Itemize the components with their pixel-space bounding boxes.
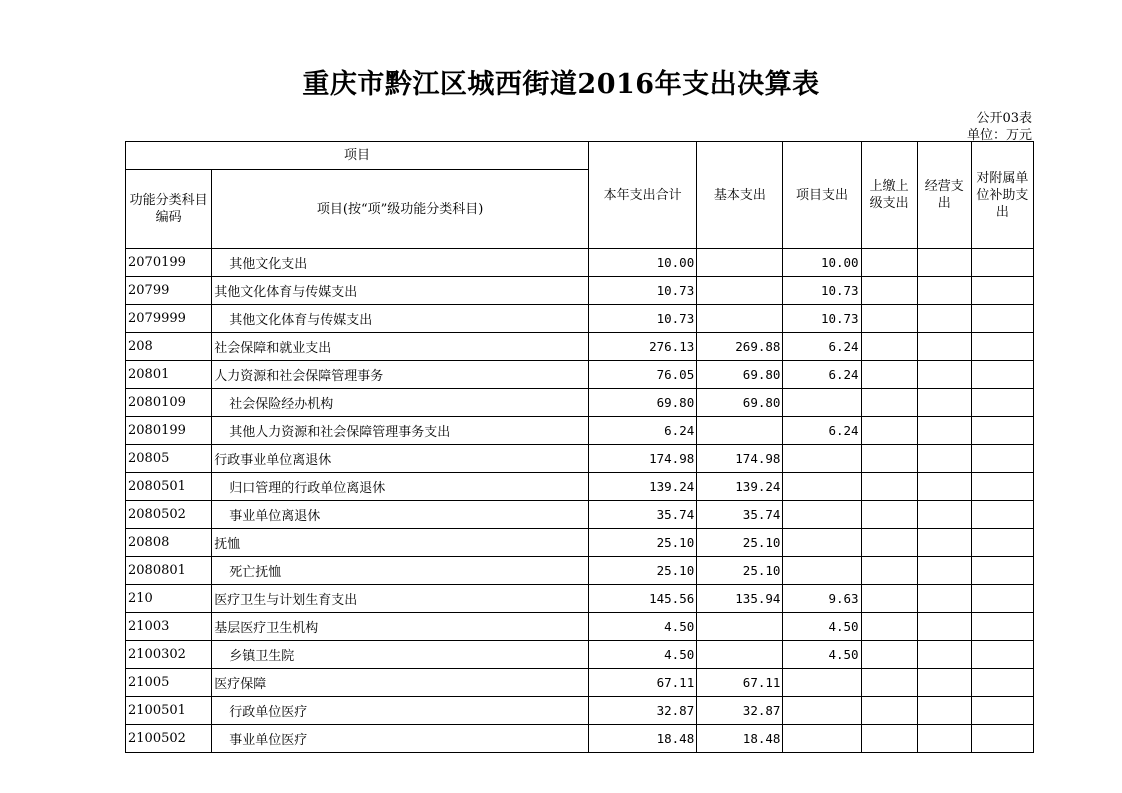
row-project: 10.00 <box>783 249 861 277</box>
row-project: 10.73 <box>783 277 861 305</box>
row-basic: 269.88 <box>697 333 783 361</box>
row-business <box>917 501 971 529</box>
row-subsidy <box>971 333 1033 361</box>
header-total: 本年支出合计 <box>589 142 697 249</box>
row-total: 35.74 <box>589 501 697 529</box>
row-business <box>917 445 971 473</box>
row-total: 6.24 <box>589 417 697 445</box>
row-subsidy <box>971 697 1033 725</box>
row-project <box>783 669 861 697</box>
row-superior <box>861 725 917 753</box>
row-code: 2080501 <box>126 473 212 501</box>
row-business <box>917 725 971 753</box>
row-superior <box>861 361 917 389</box>
row-subsidy <box>971 277 1033 305</box>
row-project <box>783 445 861 473</box>
row-total: 25.10 <box>589 557 697 585</box>
row-basic <box>697 305 783 333</box>
row-basic: 69.80 <box>697 361 783 389</box>
row-business <box>917 417 971 445</box>
row-project: 4.50 <box>783 613 861 641</box>
row-subsidy <box>971 445 1033 473</box>
row-code: 2100502 <box>126 725 212 753</box>
row-basic: 174.98 <box>697 445 783 473</box>
row-superior <box>861 641 917 669</box>
row-code: 2080801 <box>126 557 212 585</box>
header-project-expenditure: 项目支出 <box>783 142 861 249</box>
row-subsidy <box>971 585 1033 613</box>
row-business <box>917 333 971 361</box>
row-project <box>783 529 861 557</box>
row-business <box>917 557 971 585</box>
row-name: 人力资源和社会保障管理事务 <box>212 361 589 389</box>
table-row <box>126 697 1034 725</box>
row-code: 2070199 <box>126 249 212 277</box>
row-superior <box>861 697 917 725</box>
row-total: 32.87 <box>589 697 697 725</box>
table-row <box>126 417 1034 445</box>
row-total: 4.50 <box>589 613 697 641</box>
row-total: 139.24 <box>589 473 697 501</box>
row-name: 医疗卫生与计划生育支出 <box>212 585 589 613</box>
row-basic: 135.94 <box>697 585 783 613</box>
row-project <box>783 697 861 725</box>
row-name: 医疗保障 <box>212 669 589 697</box>
row-total: 174.98 <box>589 445 697 473</box>
table-row <box>126 725 1034 753</box>
row-subsidy <box>971 669 1033 697</box>
row-superior <box>861 473 917 501</box>
row-business <box>917 305 971 333</box>
row-total: 67.11 <box>589 669 697 697</box>
form-number: 公开03表 <box>976 111 1032 126</box>
table-row <box>126 641 1034 669</box>
row-name: 事业单位离退休 <box>212 501 589 529</box>
row-business <box>917 361 971 389</box>
row-subsidy <box>971 417 1033 445</box>
row-code: 20808 <box>126 529 212 557</box>
row-name: 抚恤 <box>212 529 589 557</box>
table-row <box>126 585 1034 613</box>
row-basic: 67.11 <box>697 669 783 697</box>
table-row <box>126 501 1034 529</box>
row-subsidy <box>971 725 1033 753</box>
row-project <box>783 389 861 417</box>
row-superior <box>861 585 917 613</box>
row-project <box>783 557 861 585</box>
row-subsidy <box>971 501 1033 529</box>
table-row <box>126 445 1034 473</box>
row-business <box>917 697 971 725</box>
table-row <box>126 473 1034 501</box>
row-project <box>783 501 861 529</box>
row-business <box>917 389 971 417</box>
row-code: 2100302 <box>126 641 212 669</box>
row-total: 276.13 <box>589 333 697 361</box>
row-total: 18.48 <box>589 725 697 753</box>
row-name: 其他文化支出 <box>212 249 589 277</box>
row-name: 行政事业单位离退休 <box>212 445 589 473</box>
row-project: 10.73 <box>783 305 861 333</box>
row-subsidy <box>971 641 1033 669</box>
row-basic: 25.10 <box>697 529 783 557</box>
row-superior <box>861 249 917 277</box>
row-project: 6.24 <box>783 333 861 361</box>
row-subsidy <box>971 249 1033 277</box>
row-project <box>783 473 861 501</box>
table-row <box>126 613 1034 641</box>
row-business <box>917 613 971 641</box>
row-name: 基层医疗卫生机构 <box>212 613 589 641</box>
row-name: 死亡抚恤 <box>212 557 589 585</box>
row-project: 9.63 <box>783 585 861 613</box>
unit-label: 单位：万元 <box>966 128 1032 143</box>
row-business <box>917 641 971 669</box>
table-row <box>126 249 1034 277</box>
row-name: 其他文化体育与传媒支出 <box>212 277 589 305</box>
row-code: 20799 <box>126 277 212 305</box>
table-row <box>126 305 1034 333</box>
row-basic <box>697 641 783 669</box>
row-subsidy <box>971 613 1033 641</box>
row-total: 10.73 <box>589 277 697 305</box>
row-name: 社会保险经办机构 <box>212 389 589 417</box>
row-basic <box>697 613 783 641</box>
page-title: 重庆市黔江区城西街道2016年支出决算表 <box>302 69 820 100</box>
row-project: 6.24 <box>783 417 861 445</box>
table-row <box>126 333 1034 361</box>
row-superior <box>861 501 917 529</box>
header-name: 项目(按“项”级功能分类科目) <box>212 170 589 249</box>
table-row <box>126 361 1034 389</box>
header-business: 经营支出 <box>917 142 971 249</box>
row-project <box>783 725 861 753</box>
row-subsidy <box>971 361 1033 389</box>
row-name: 归口管理的行政单位离退休 <box>212 473 589 501</box>
row-business <box>917 529 971 557</box>
row-superior <box>861 669 917 697</box>
row-superior <box>861 333 917 361</box>
row-code: 20801 <box>126 361 212 389</box>
row-code: 208 <box>126 333 212 361</box>
row-subsidy <box>971 529 1033 557</box>
row-name: 事业单位医疗 <box>212 725 589 753</box>
table-row <box>126 389 1034 417</box>
row-subsidy <box>971 473 1033 501</box>
row-superior <box>861 417 917 445</box>
table-body <box>126 249 1034 753</box>
row-subsidy <box>971 389 1033 417</box>
row-basic: 35.74 <box>697 501 783 529</box>
row-superior <box>861 613 917 641</box>
row-total: 10.73 <box>589 305 697 333</box>
row-code: 2080199 <box>126 417 212 445</box>
row-code: 2079999 <box>126 305 212 333</box>
row-basic <box>697 249 783 277</box>
table-row <box>126 669 1034 697</box>
row-total: 145.56 <box>589 585 697 613</box>
table-row <box>126 529 1034 557</box>
row-superior <box>861 557 917 585</box>
row-superior <box>861 389 917 417</box>
row-name: 行政单位医疗 <box>212 697 589 725</box>
header-project: 项目 <box>126 142 589 170</box>
row-basic: 32.87 <box>697 697 783 725</box>
row-superior <box>861 277 917 305</box>
row-business <box>917 585 971 613</box>
row-business <box>917 669 971 697</box>
row-code: 21005 <box>126 669 212 697</box>
row-total: 76.05 <box>589 361 697 389</box>
row-name: 社会保障和就业支出 <box>212 333 589 361</box>
row-subsidy <box>971 557 1033 585</box>
row-project: 4.50 <box>783 641 861 669</box>
row-basic: 139.24 <box>697 473 783 501</box>
row-superior <box>861 445 917 473</box>
row-code: 2080502 <box>126 501 212 529</box>
row-code: 2100501 <box>126 697 212 725</box>
row-total: 10.00 <box>589 249 697 277</box>
table-row <box>126 277 1034 305</box>
expenditure-table <box>125 141 1034 753</box>
row-total: 25.10 <box>589 529 697 557</box>
row-code: 2080109 <box>126 389 212 417</box>
row-business <box>917 277 971 305</box>
row-name: 其他人力资源和社会保障管理事务支出 <box>212 417 589 445</box>
row-basic: 69.80 <box>697 389 783 417</box>
row-superior <box>861 529 917 557</box>
row-name: 其他文化体育与传媒支出 <box>212 305 589 333</box>
row-total: 69.80 <box>589 389 697 417</box>
header-subsidy: 对附属单位补助支出 <box>971 142 1033 249</box>
row-name: 乡镇卫生院 <box>212 641 589 669</box>
row-business <box>917 473 971 501</box>
row-code: 21003 <box>126 613 212 641</box>
row-superior <box>861 305 917 333</box>
row-basic: 25.10 <box>697 557 783 585</box>
row-basic <box>697 277 783 305</box>
row-business <box>917 249 971 277</box>
row-total: 4.50 <box>589 641 697 669</box>
row-code: 20805 <box>126 445 212 473</box>
row-subsidy <box>971 305 1033 333</box>
row-project: 6.24 <box>783 361 861 389</box>
row-basic <box>697 417 783 445</box>
row-code: 210 <box>126 585 212 613</box>
header-code: 功能分类科目编码 <box>126 170 212 249</box>
row-basic: 18.48 <box>697 725 783 753</box>
table-row <box>126 557 1034 585</box>
header-superior: 上缴上级支出 <box>861 142 917 249</box>
header-basic: 基本支出 <box>697 142 783 249</box>
